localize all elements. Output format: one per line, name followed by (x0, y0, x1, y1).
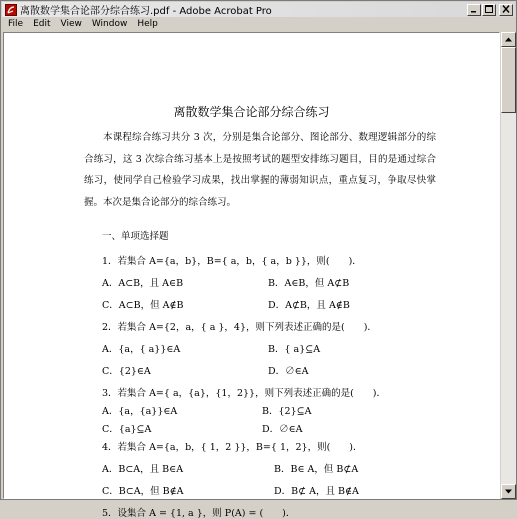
pdf-page (4, 33, 499, 519)
document-title: 离散数学集合论部分综合练习 (173, 105, 330, 119)
pdf-app-icon (5, 4, 17, 16)
title-bar[interactable] (2, 2, 515, 17)
question-1-option-d: D．A⊄B，且 A∉B (268, 300, 350, 311)
intro-paragraph: 本课程综合练习共分 3 次，分别是集合论部分、图论部分、数理逻辑部分的综合练习，这 3 次综合练习基本上是按照考试的题型安排练习题目，目的是通过综合练习，使同学自己检验学习成果，找出掌握的薄弱知识点，重点复习，争取尽快掌握。本次是集合论部分的综合练习。 (84, 132, 436, 208)
question-4-option-b: B．B∈ A，但 B⊄A (274, 464, 359, 475)
question-3: 3．若集合 A={ a，{a}，{1，2}}，则下列表述正确的是( )． (102, 388, 386, 399)
menu-file[interactable]: File (8, 19, 24, 29)
question-1-option-b: B．A∈B，但 A⊄B (268, 278, 350, 289)
scroll-down-button[interactable] (501, 484, 516, 499)
question-2: 2．若集合 A={2，a，{ a }，4}，则下列表述正确的是( )． (102, 322, 377, 333)
menu-help[interactable]: Help (137, 19, 158, 29)
window-title: 离散数学集合论部分综合练习.pdf - Adobe Acrobat Pro (20, 6, 272, 17)
question-2-option-b: B．{ a}⊆A (268, 344, 321, 355)
close-icon (501, 5, 511, 13)
maximize-button[interactable] (482, 4, 496, 16)
menu-window[interactable]: Window (91, 19, 128, 29)
menu-view[interactable]: View (60, 19, 82, 29)
scroll-thumb[interactable] (501, 47, 516, 113)
minimize-icon (469, 5, 479, 13)
question-2-option-d: D．∅∈A (268, 366, 309, 377)
question-1-option-c: C．A⊂B，但 A∉B (102, 300, 184, 311)
arrow-down-icon (505, 489, 512, 494)
question-4: 4．若集合 A={a，b，{ 1，2 }}，B={ 1，2}，则( )． (102, 442, 363, 453)
document-viewport[interactable] (3, 32, 500, 519)
question-5: 5．设集合 A = {1, a }，则 P(A) = ( )． (102, 508, 296, 519)
menu-bar (2, 17, 515, 31)
question-3-option-d: D．∅∈A (262, 424, 303, 435)
question-3-option-b: B．{2}⊆A (262, 406, 312, 417)
question-2-option-c: C．{2}∈A (102, 366, 151, 377)
vertical-scrollbar[interactable] (501, 32, 516, 499)
maximize-icon (484, 5, 494, 13)
question-4-option-c: C．B⊂A，但 B∉A (102, 486, 184, 497)
section-heading: 一、单项选择题 (102, 231, 169, 242)
question-1: 1．若集合 A={a，b}，B={ a，b，{ a，b }}，则( )． (102, 256, 362, 267)
menu-edit[interactable]: Edit (33, 19, 51, 29)
scroll-up-button[interactable] (501, 32, 516, 47)
close-button[interactable] (499, 4, 513, 16)
question-4-option-d: D．B⊄ A，且 B∉A (274, 486, 359, 497)
question-2-option-a: A．{a，{ a}}∈A (102, 344, 181, 355)
arrow-up-icon (505, 37, 512, 42)
minimize-button[interactable] (467, 4, 481, 16)
question-3-option-c: C．{a}⊆A (102, 424, 152, 435)
question-4-option-a: A．B⊂A，且 B∈A (102, 464, 184, 475)
question-1-option-a: A．A⊂B，且 A∈B (102, 278, 184, 289)
question-3-option-a: A．{a，{a}}∈A (102, 406, 178, 417)
